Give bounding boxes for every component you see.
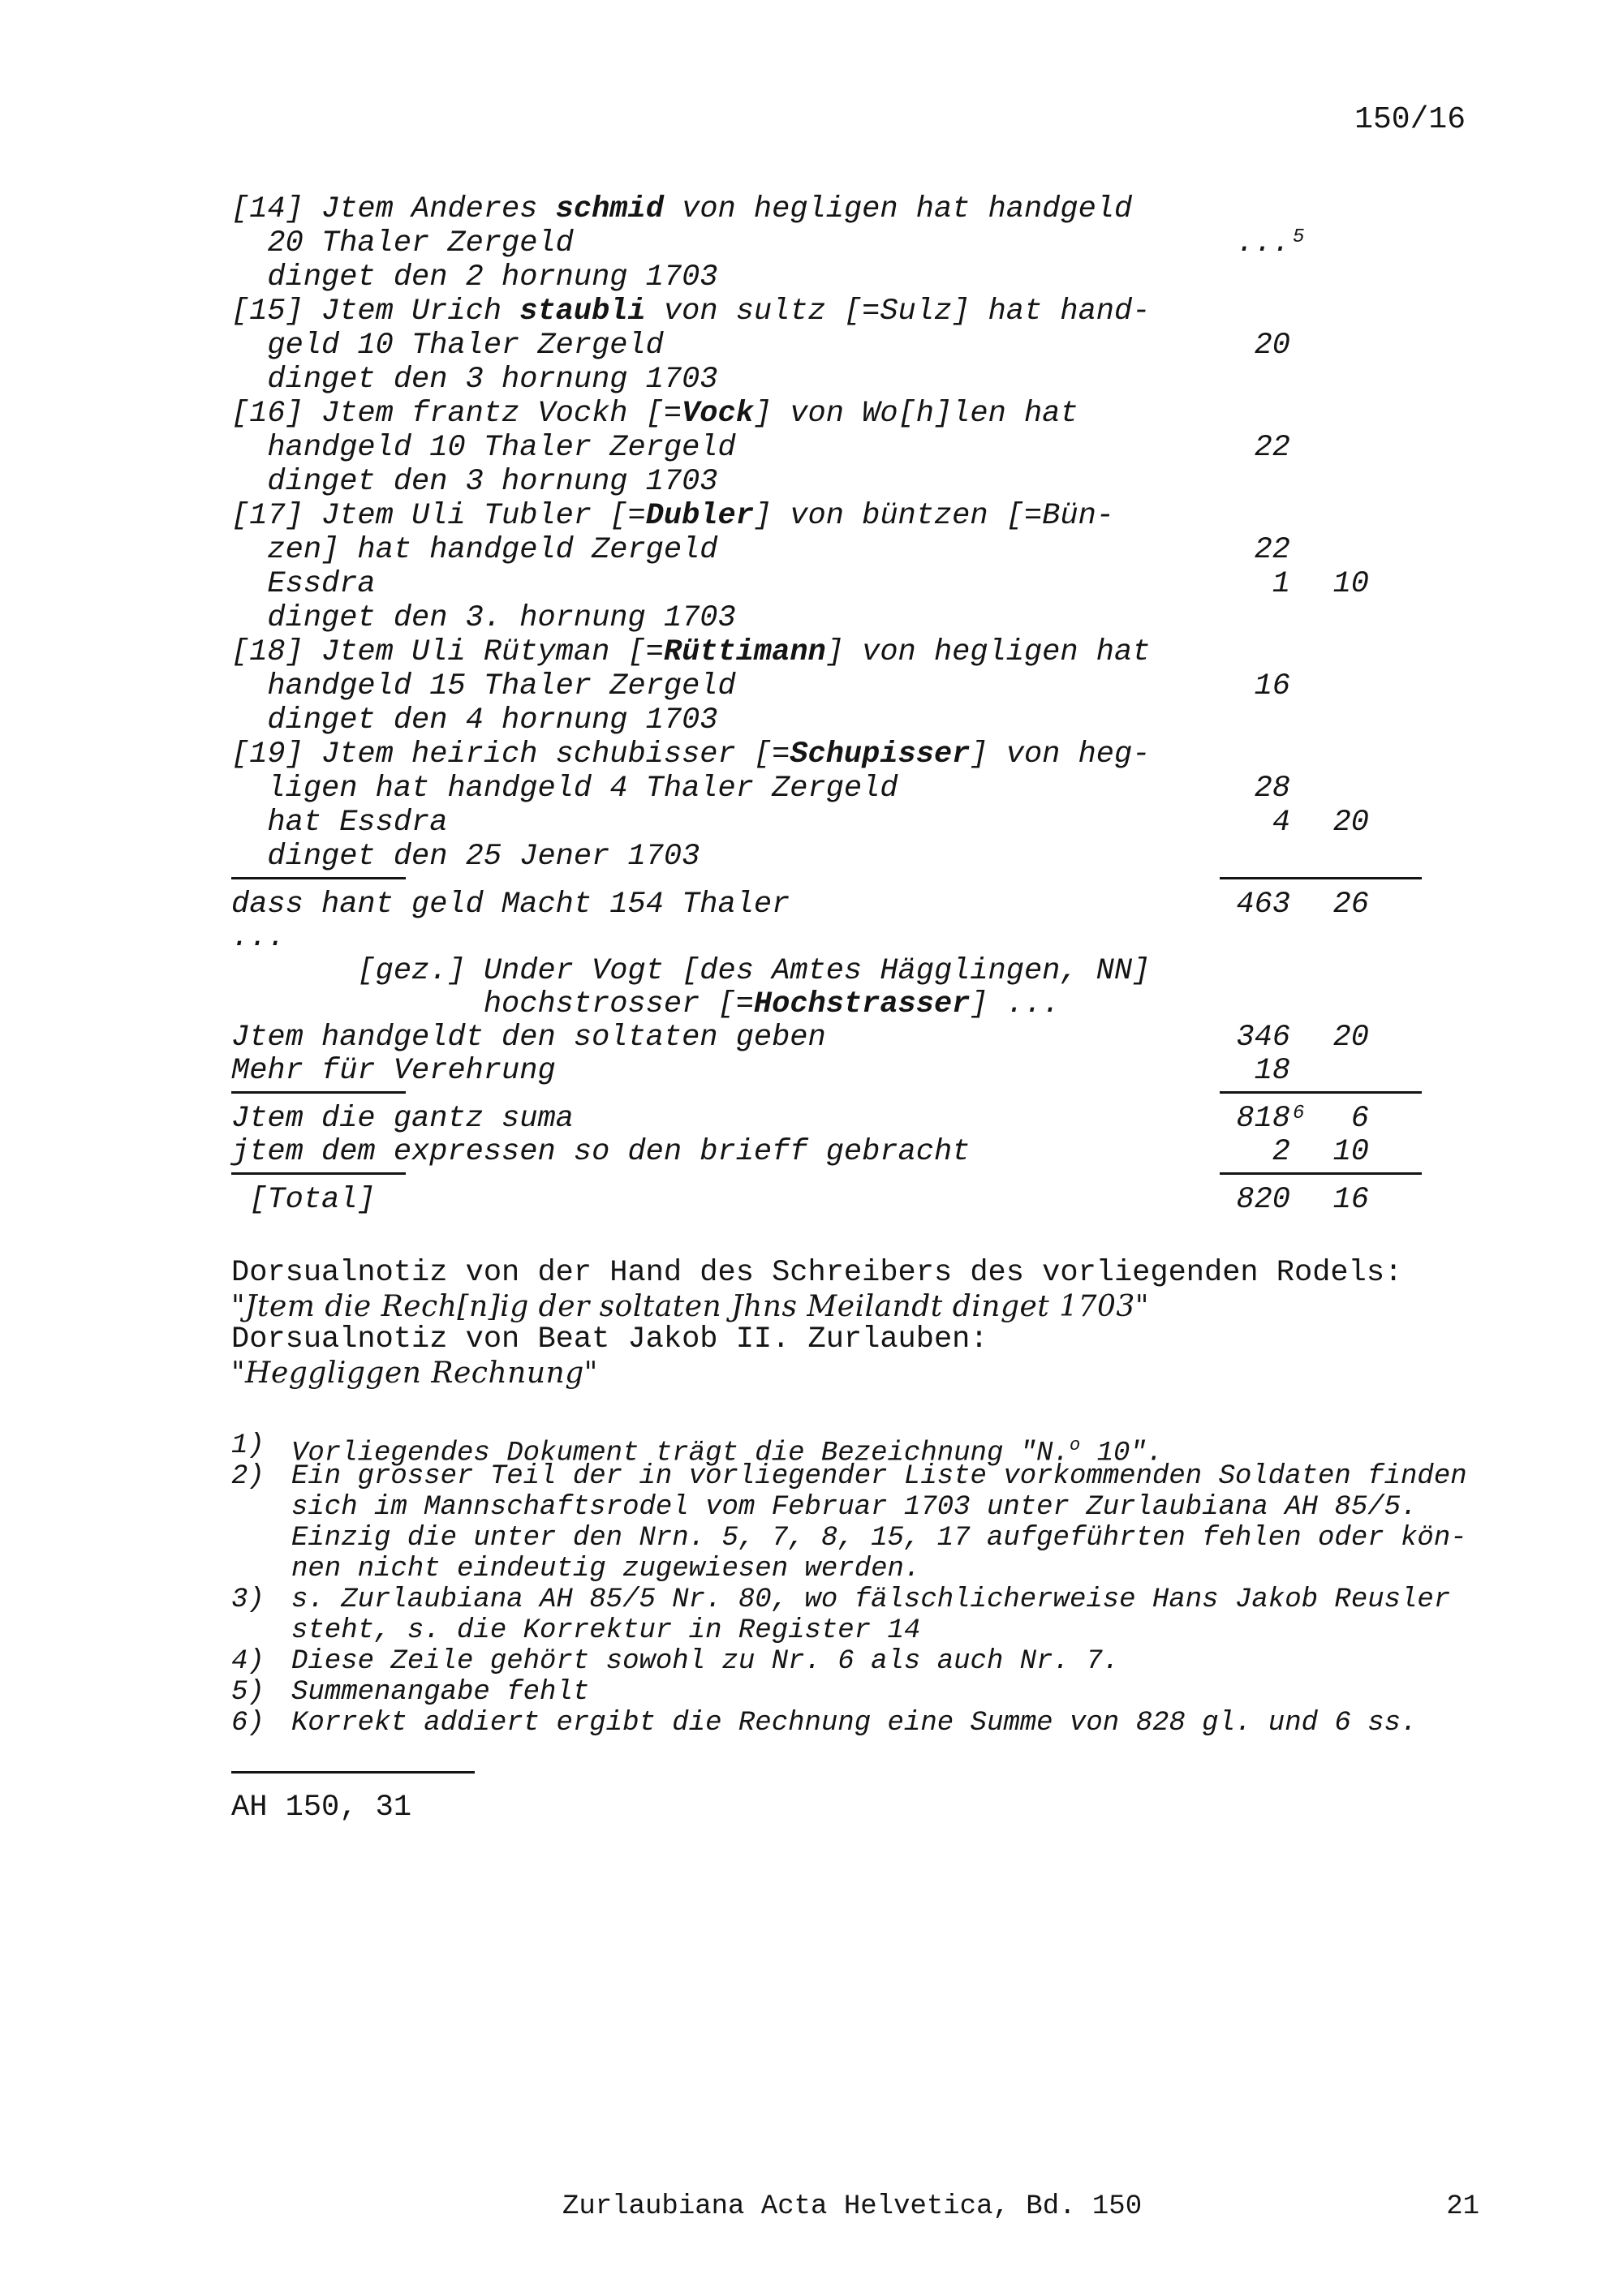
text-run: 6	[1350, 1102, 1369, 1136]
ledger-row	[231, 431, 1440, 465]
ledger-row-text	[231, 1102, 574, 1136]
text-run: zen] hat handgeld Zergeld	[231, 533, 718, 567]
ledger-row	[231, 567, 1440, 601]
amount-gulden	[1272, 1136, 1290, 1169]
emphasized-name: staubli	[519, 295, 646, 329]
footnote-marker: 1)	[231, 1430, 265, 1461]
ledger-row	[231, 533, 1440, 567]
text-run: Korrekt addiert ergibt die Rechnung eine Summe von 828 gl. und 6 ss.	[291, 1708, 1418, 1739]
text-run: steht, s. die Korrektur in Register 14	[291, 1615, 921, 1646]
text-run: Vorliegendes Dokument trägt die Bezeichnung "N.	[291, 1438, 1070, 1469]
text-run: ligen hat handgeld 4 Thaler Zergeld	[231, 772, 898, 806]
text-run: [Total]	[231, 1183, 376, 1217]
text-run: dinget den 3. hornung 1703	[231, 601, 736, 635]
text-run: 818	[1236, 1102, 1290, 1136]
ledger-row-text	[231, 329, 664, 363]
text-run: [gez.] Under Vogt [des Amtes Hägglingen, NN]	[231, 954, 1151, 988]
text-run: ] von hegligen hat	[825, 635, 1151, 669]
ledger-row-text	[231, 987, 1060, 1021]
ledger-row-text	[231, 295, 1150, 329]
emphasized-name: Rüttimann	[663, 635, 826, 669]
amount-gulden	[1255, 772, 1290, 806]
text-run: 20	[1254, 329, 1290, 363]
footnote-reference-superscript: 5	[1293, 226, 1305, 248]
ledger-row	[231, 363, 1440, 397]
text-run: Diese Zeile gehört sowohl zu Nr. 6 als auch Nr. 7.	[291, 1646, 1120, 1677]
text-run: hat Essdra	[231, 806, 448, 840]
footnote-item	[231, 1677, 1546, 1708]
footnote-line	[231, 1615, 1546, 1646]
ledger-row-text	[231, 669, 736, 703]
emphasized-name: Schupisser	[790, 737, 971, 772]
footnote-reference-superscript: o	[1069, 1435, 1081, 1455]
ledger-row-text	[231, 533, 718, 567]
text-run: ...	[231, 921, 286, 955]
text-run: [16] Jtem frantz Vockh [=	[231, 397, 682, 431]
text-run: dass hant geld Macht 154 Thaler	[231, 888, 790, 922]
text-run: ...	[1236, 226, 1290, 260]
ledger-row-text	[231, 1183, 376, 1217]
text-run: dinget den 3 hornung 1703	[231, 363, 718, 397]
footnote-line	[231, 1708, 1546, 1739]
ledger-row	[231, 1103, 1440, 1136]
dorsal-notes-section	[231, 1257, 1497, 1390]
ledger-row-text	[231, 1135, 970, 1169]
text-run: nen nicht eindeutig zugewiesen werden.	[291, 1554, 921, 1584]
ledger-row	[231, 888, 1440, 922]
ledger-row	[231, 669, 1440, 703]
ledger-row-text	[231, 192, 1132, 226]
text-run: 4	[1272, 806, 1290, 840]
text-run: ] von heg-	[970, 737, 1151, 772]
text-run: 10	[1332, 567, 1369, 601]
footnote-marker: 2)	[231, 1461, 265, 1492]
ledger-row	[231, 955, 1440, 988]
amount-gulden	[1236, 226, 1305, 260]
amount-gulden	[1236, 1021, 1290, 1055]
footnote-marker: 3)	[231, 1584, 265, 1615]
text-run: sich im Mannschaftsrodel vom Februar 1703 unter Zurlaubiana AH 85/5.	[291, 1492, 1418, 1523]
text-run: 2	[1272, 1135, 1290, 1169]
ledger-row-text	[231, 431, 736, 465]
amount-gulden	[1255, 669, 1290, 703]
ledger-row	[231, 922, 1440, 955]
ledger-row-text	[231, 737, 1150, 772]
ledger-row-text	[231, 601, 736, 635]
amount-gulden	[1236, 888, 1290, 922]
ledger-row-text	[231, 363, 718, 397]
amount-schilling	[1333, 1136, 1369, 1169]
ledger-row-text	[231, 226, 574, 260]
text-run: 22	[1254, 431, 1290, 465]
text-run: [17] Jtem Uli Tubler [=	[231, 499, 646, 533]
footnote-line	[231, 1461, 1546, 1492]
text-run: 16	[1254, 669, 1290, 703]
text-run: dinget den 4 hornung 1703	[231, 703, 718, 737]
ledger-row	[231, 260, 1440, 295]
amount-gulden	[1272, 806, 1290, 840]
text-run: 820	[1236, 1183, 1290, 1217]
footnote-line	[231, 1554, 1546, 1584]
text-run: jtem dem expressen so den brieff gebracht	[231, 1135, 971, 1169]
ledger-row	[231, 465, 1440, 499]
ledger-row	[231, 635, 1440, 669]
sum-rule-row	[231, 1169, 1440, 1184]
footnote-reference-superscript: 6	[1293, 1103, 1305, 1124]
emphasized-name: Vock	[682, 397, 754, 431]
ledger-row	[231, 988, 1440, 1021]
text-run: [14] Jtem Anderes	[231, 192, 556, 226]
ledger-row-text	[231, 888, 790, 922]
text-run: 346	[1236, 1021, 1290, 1055]
text-run: dinget den 25 Jener 1703	[231, 840, 700, 874]
sum-rule-right	[1220, 1172, 1422, 1175]
text-run: [15] Jtem Urich	[231, 295, 520, 329]
footnote-line	[231, 1430, 1546, 1469]
amount-schilling	[1333, 1021, 1369, 1055]
text-run: Jtem handgeldt den soltaten geben	[231, 1021, 826, 1055]
text-run: 26	[1332, 888, 1369, 922]
text-run: 28	[1254, 772, 1290, 806]
ledger-row-text	[231, 567, 376, 601]
amount-schilling	[1333, 1184, 1369, 1217]
text-run: [18] Jtem Uli Rütyman [=	[231, 635, 664, 669]
dorsal-note-quote-2: "Heggliggen Rechnung"	[231, 1357, 598, 1390]
ledger-row	[231, 703, 1440, 737]
ledger-row	[231, 397, 1440, 431]
text-run: handgeld 15 Thaler Zergeld	[231, 669, 736, 703]
footnote-item	[231, 1646, 1546, 1677]
emphasized-name: Dubler	[645, 499, 754, 533]
page-footer	[562, 2189, 1479, 2225]
text-run: 20	[1332, 1021, 1369, 1055]
amount-schilling	[1333, 888, 1369, 922]
text-run: 10".	[1080, 1438, 1164, 1469]
ledger-row	[231, 1184, 1440, 1217]
ledger-row	[231, 806, 1440, 840]
ledger-row	[231, 295, 1440, 329]
ledger-row	[231, 499, 1440, 533]
ledger-row-text	[231, 772, 898, 806]
text-run: 20 Thaler Zergeld	[231, 226, 574, 260]
text-run: Summenangabe fehlt	[291, 1677, 590, 1708]
ledger-row	[231, 840, 1440, 874]
ledger-row	[231, 1021, 1440, 1055]
footnote-item	[231, 1430, 1546, 1469]
sum-rule-left	[231, 1091, 406, 1094]
footnote-item	[231, 1584, 1546, 1646]
dorsal-note-heading-2: Dorsualnotiz von Beat Jakob II. Zurlauben:	[231, 1322, 988, 1357]
text-run: ] von büntzen [=Bün-	[753, 499, 1114, 533]
ledger-row-text	[231, 465, 718, 499]
text-run: dinget den 3 hornung 1703	[231, 465, 718, 499]
text-run: 20	[1332, 806, 1369, 840]
footnote-marker: 5)	[231, 1677, 265, 1708]
footnote-item	[231, 1708, 1546, 1739]
amount-schilling	[1333, 567, 1369, 601]
ledger-row-text	[231, 397, 1078, 431]
text-run: von hegligen hat handgeld	[663, 192, 1133, 226]
footnote-item	[231, 1461, 1546, 1584]
amount-schilling	[1351, 1103, 1369, 1136]
text-run: Einzig die unter den Nrn. 5, 7, 8, 15, 17 aufgeführten fehlen oder kön-	[291, 1523, 1467, 1554]
text-run: ] von Wo[h]len hat	[753, 397, 1078, 431]
source-divider-rule	[231, 1771, 475, 1774]
footnote-line	[231, 1677, 1546, 1708]
amount-gulden	[1255, 431, 1290, 465]
footer-series-title: Zurlaubiana Acta Helvetica, Bd. 150	[562, 2191, 1143, 2222]
amount-gulden	[1236, 1184, 1290, 1217]
ledger-row-text	[231, 840, 700, 874]
text-run: 10	[1332, 1135, 1369, 1169]
footnote-line	[231, 1646, 1546, 1677]
dorsal-note-quote-1: "Jtem die Rech[n]ig der soltaten Jhns Meilandt dinget 1703"	[231, 1290, 1149, 1323]
ledger-row-text	[231, 954, 1150, 988]
ledger-row	[231, 226, 1440, 260]
ledger-row-text	[231, 1021, 826, 1055]
text-run: Mehr für Verehrung	[231, 1054, 556, 1088]
text-run: 16	[1332, 1183, 1369, 1217]
text-run: hochstrosser [=	[231, 987, 754, 1021]
text-run: 1	[1272, 567, 1290, 601]
text-run: 463	[1236, 888, 1290, 922]
ledger-row	[231, 1055, 1440, 1088]
text-run: ] ...	[970, 987, 1061, 1021]
ledger-row-text	[231, 806, 447, 840]
ledger-section	[231, 192, 1440, 1217]
ledger-row	[231, 772, 1440, 806]
emphasized-name: Hochstrasser	[753, 987, 971, 1021]
text-run: handgeld 10 Thaler Zergeld	[231, 431, 736, 465]
footer-page-number: 21	[1446, 2191, 1479, 2222]
ledger-row-text	[231, 1054, 556, 1088]
sum-rule-right	[1220, 1091, 1422, 1094]
amount-gulden	[1255, 533, 1290, 567]
text-run: Essdra	[231, 567, 376, 601]
text-run: Jtem die gantz suma	[231, 1102, 574, 1136]
text-run: s. Zurlaubiana AH 85/5 Nr. 80, wo fälschlicherweise Hans Jakob Reusler	[291, 1584, 1451, 1615]
footnote-marker: 6)	[231, 1708, 265, 1739]
ledger-row	[231, 1136, 1440, 1169]
text-run: von sultz [=Sulz] hat hand-	[645, 295, 1151, 329]
text-run: dinget den 2 hornung 1703	[231, 260, 718, 295]
ledger-row-text	[231, 921, 286, 955]
footnote-marker: 4)	[231, 1646, 265, 1677]
amount-schilling	[1333, 806, 1369, 840]
footnote-line	[231, 1523, 1546, 1554]
ledger-row-text	[231, 260, 718, 295]
page-header-reference: 150/16	[1354, 102, 1466, 137]
text-run: Ein grosser Teil der in vorliegender Liste vorkommenden Soldaten finden	[291, 1461, 1467, 1492]
footnote-line	[231, 1492, 1546, 1523]
ledger-row	[231, 737, 1440, 772]
sum-rule-left	[231, 1172, 406, 1175]
sum-rule-right	[1220, 877, 1422, 879]
amount-gulden	[1272, 567, 1290, 601]
amount-gulden	[1255, 329, 1290, 363]
amount-gulden	[1236, 1102, 1305, 1136]
text-run: 18	[1254, 1054, 1290, 1088]
text-run: [19] Jtem heirich schubisser [=	[231, 737, 790, 772]
ledger-row	[231, 329, 1440, 363]
ledger-row	[231, 601, 1440, 635]
ledger-row-text	[231, 499, 1114, 533]
text-run: geld 10 Thaler Zergeld	[231, 329, 664, 363]
source-reference: AH 150, 31	[231, 1791, 412, 1825]
ledger-row	[231, 192, 1440, 226]
ledger-row-text	[231, 635, 1150, 669]
ledger-row-text	[231, 703, 718, 737]
sum-rule-row	[231, 1088, 1440, 1103]
dorsal-note-heading-1: Dorsualnotiz von der Hand des Schreibers des vorliegenden Rodels:	[231, 1256, 1403, 1290]
sum-rule-row	[231, 874, 1440, 888]
footnotes-section	[231, 1430, 1546, 1739]
sum-rule-left	[231, 877, 406, 879]
footnote-line	[231, 1584, 1546, 1615]
emphasized-name: schmid	[555, 192, 664, 226]
text-run: 22	[1254, 533, 1290, 567]
amount-gulden	[1255, 1055, 1290, 1088]
